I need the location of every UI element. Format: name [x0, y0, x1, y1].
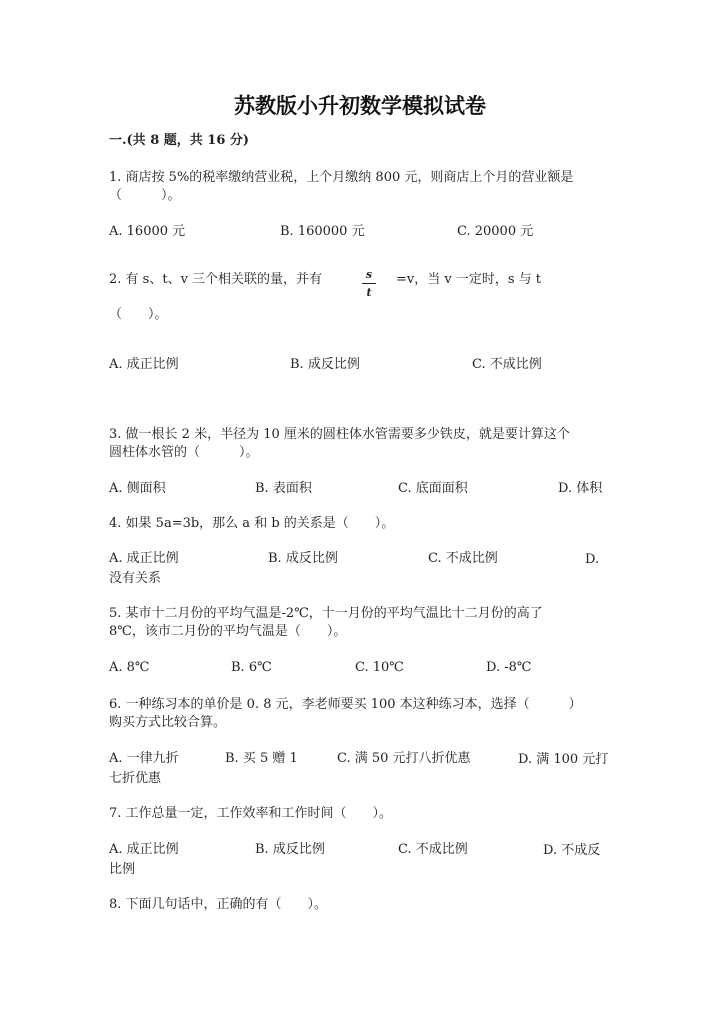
question-5-line-2: 8℃，该市二月份的平均气温是（ ）。: [109, 624, 347, 639]
question-6-option-b: B. 买 5 赠 1: [225, 751, 298, 766]
question-8-line-1: 8. 下面几句话中，正确的有（ ）。: [109, 897, 328, 912]
question-5-option-d: D. -8℃: [486, 660, 532, 675]
question-6-line-2: 购买方式比较合算。: [109, 715, 227, 730]
question-4-option-a: A. 成正比例: [109, 551, 179, 566]
fraction-s-over-t: [362, 268, 376, 299]
question-4-option-d: D. 没有关系: [109, 552, 600, 586]
question-2-line-1: 2. 有 s、t、v 三个相关联的量，并有: [109, 272, 323, 287]
question-5-option-a: A. 8℃: [109, 660, 150, 675]
question-5-option-b: B. 6℃: [231, 660, 272, 675]
question-2-line-2: （ ）。: [109, 307, 168, 322]
question-7-line-1: 7. 工作总量一定，工作效率和工作时间（ ）。: [109, 806, 393, 821]
question-6-line-1: 6. 一种练习本的单价是 0. 8 元，李老师要买 100 本这种练习本，选择（ ）: [109, 697, 582, 712]
question-2-option-a: A. 成正比例: [109, 357, 179, 372]
question-1-line-1: 1. 商店按 5%的税率缴纳营业税，上个月缴纳 800 元，则商店上个月的营业额是: [109, 170, 574, 185]
question-1-option-c: C. 20000 元: [457, 224, 534, 239]
question-3-option-b: B. 表面积: [255, 481, 312, 496]
question-7-option-c: C. 不成比例: [398, 842, 468, 857]
question-3-option-c: C. 底面面积: [398, 481, 468, 496]
question-6-option-a: A. 一律九折: [109, 751, 179, 766]
fraction-denominator: t: [366, 286, 372, 299]
question-6-option-c: C. 满 50 元打八折优惠: [337, 751, 471, 766]
question-2-option-c: C. 不成比例: [472, 357, 542, 372]
question-4-line-1: 4. 如果 5a=3b，那么 a 和 b 的关系是（ ）。: [109, 516, 395, 531]
question-7-option-d: D. 不成反比例: [109, 843, 601, 877]
question-7-option-a: A. 成正比例: [109, 842, 179, 857]
question-4-option-c: C. 不成比例: [428, 551, 498, 566]
question-3-option-d: D. 体积: [558, 481, 603, 496]
fraction-numerator: s: [365, 268, 373, 281]
question-3-line-1: 3. 做一根长 2 米，半径为 10 厘米的圆柱体水管需要多少铁皮，就是要计算这个: [109, 427, 570, 442]
question-5-option-c: C. 10℃: [355, 660, 404, 675]
question-2-option-b: B. 成反比例: [290, 357, 360, 372]
question-1-line-2: （ ）。: [109, 188, 181, 203]
question-6-option-d: D. 满 100 元打七折优惠: [109, 752, 609, 786]
question-2-line-1b: =v，当 v 一定时，s 与 t: [396, 272, 542, 287]
question-3-option-a: A. 侧面积: [109, 481, 166, 496]
question-4-option-b: B. 成反比例: [268, 551, 338, 566]
page-title: 苏教版小升初数学模拟试卷: [234, 93, 486, 118]
question-7-option-b: B. 成反比例: [255, 842, 325, 857]
fraction-bar: [362, 283, 376, 284]
question-1-option-b: B. 160000 元: [280, 224, 365, 239]
question-5-line-1: 5. 某市十二月份的平均气温是-2℃，十一月份的平均气温比十二月份的高了: [109, 606, 543, 621]
question-3-line-2: 圆柱体水管的（ ）。: [109, 445, 259, 460]
question-1-option-a: A. 16000 元: [109, 224, 186, 239]
section-header: 一.(共 8 题，共 16 分): [109, 133, 250, 148]
